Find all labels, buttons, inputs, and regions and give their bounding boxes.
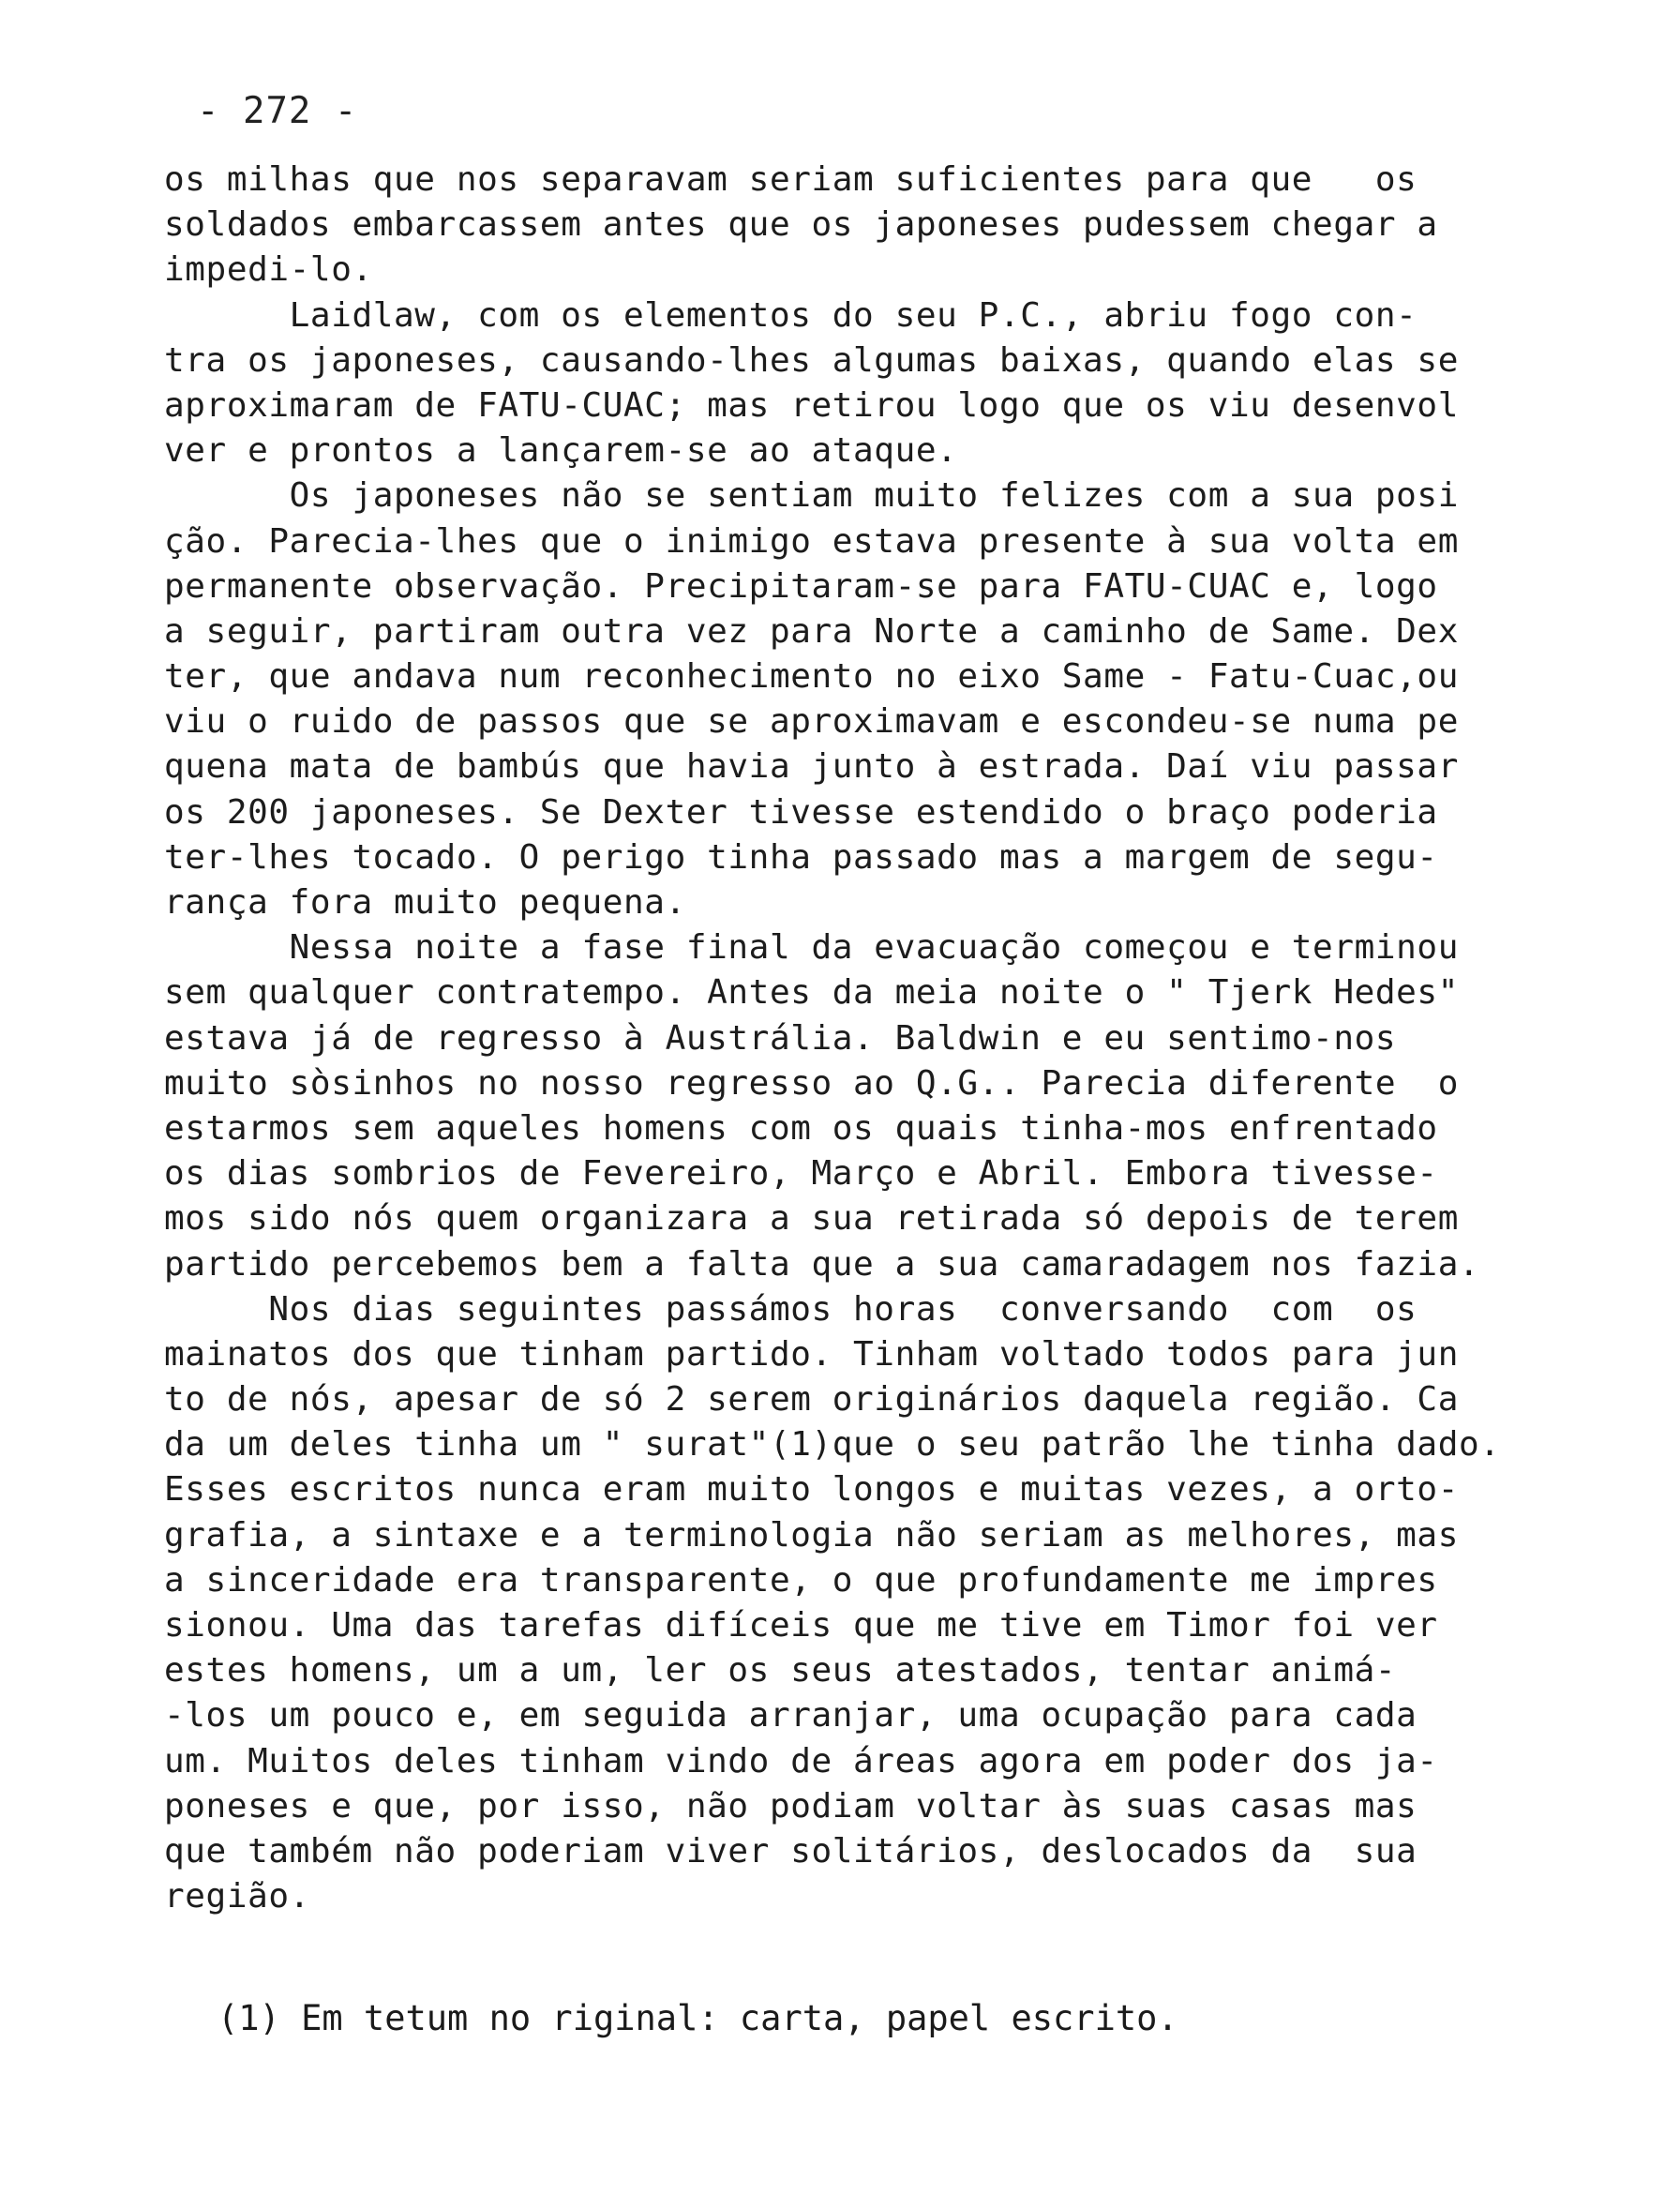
text-line: Nessa noite a fase final da evacuação começou e terminou: [164, 928, 1459, 968]
text-line: Os japoneses não se sentiam muito felizes com a sua posi: [164, 476, 1459, 516]
text-line: mos sido nós quem organizara a sua retirada só depois de terem: [164, 1199, 1459, 1239]
text-line: -los um pouco e, em seguida arranjar, uma ocupação para cada: [164, 1696, 1418, 1736]
text-line: aproximaram de FATU-CUAC; mas retirou logo que os viu desenvol: [164, 385, 1459, 425]
text-line: to de nós, apesar de só 2 serem originários daquela região. Ca: [164, 1380, 1459, 1420]
text-line: soldados embarcassem antes que os japoneses pudessem chegar a: [164, 205, 1438, 245]
text-line: estarmos sem aqueles homens com os quais tinha-mos enfrentado: [164, 1108, 1438, 1148]
text-line: sionou. Uma das tarefas difíceis que me tive em Timor foi ver: [164, 1606, 1438, 1645]
text-line: estes homens, um a um, ler os seus atestados, tentar animá-: [164, 1651, 1397, 1691]
text-line: ter-lhes tocado. O perigo tinha passado mas a margem de segu-: [164, 837, 1438, 877]
text-line: permanente observação. Precipitaram-se para FATU-CUAC e, logo: [164, 566, 1438, 606]
text-line: os dias sombrios de Fevereiro, Março e Abril. Embora tivesse-: [164, 1154, 1438, 1194]
text-line: da um deles tinha um " surat"(1)que o seu patrão lhe tinha dado.: [164, 1425, 1501, 1465]
body-text: [164, 158, 1627, 1919]
text-line: Esses escritos nunca eram muito longos e muitas vezes, a orto-: [164, 1470, 1459, 1510]
text-line: tra os japoneses, causando-lhes algumas baixas, quando elas se: [164, 340, 1459, 380]
text-line: estava já de regresso à Austrália. Baldwin e eu sentimo-nos: [164, 1018, 1397, 1058]
text-line: muito sòsinhos no nosso regresso ao Q.G.. Parecia diferente o: [164, 1063, 1459, 1103]
text-line: poneses e que, por isso, não podiam voltar às suas casas mas: [164, 1786, 1418, 1826]
text-line: os 200 japoneses. Se Dexter tivesse estendido o braço poderia: [164, 792, 1438, 832]
text-line: ter, que andava num reconhecimento no eixo Same - Fatu-Cuac,ou: [164, 657, 1459, 697]
text-line: rança fora muito pequena.: [164, 883, 686, 922]
footnote: (1) Em tetum no riginal: carta, papel escrito.: [218, 1998, 1178, 2038]
text-line: a seguir, partiram outra vez para Norte a caminho de Same. Dex: [164, 611, 1459, 651]
text-line: grafia, a sintaxe e a terminologia não seriam as melhores, mas: [164, 1515, 1459, 1555]
text-line: partido percebemos bem a falta que a sua camaradagem nos fazia.: [164, 1244, 1480, 1284]
text-line: quena mata de bambús que havia junto à estrada. Daí viu passar: [164, 747, 1459, 787]
text-line: região.: [164, 1877, 310, 1916]
text-line: que também não poderiam viver solitários, deslocados da sua: [164, 1831, 1418, 1871]
text-line: Laidlaw, com os elementos do seu P.C., abriu fogo con-: [164, 295, 1418, 335]
text-line: mainatos dos que tinham partido. Tinham voltado todos para jun: [164, 1334, 1459, 1374]
text-line: viu o ruido de passos que se aproximavam e escondeu-se numa pe: [164, 702, 1459, 742]
text-line: um. Muitos deles tinham vindo de áreas agora em poder dos ja-: [164, 1741, 1438, 1781]
text-line: a sinceridade era transparente, o que profundamente me impres: [164, 1560, 1438, 1600]
text-line: os milhas que nos separavam seriam suficientes para que os: [164, 160, 1418, 199]
text-line: sem qualquer contratempo. Antes da meia noite o " Tjerk Hedes": [164, 973, 1459, 1013]
text-line: Nos dias seguintes passámos horas conversando com os: [164, 1289, 1418, 1329]
text-line: ção. Parecia-lhes que o inimigo estava presente à sua volta em: [164, 521, 1459, 561]
text-line: impedi-lo.: [164, 250, 373, 290]
text-line: ver e prontos a lançarem-se ao ataque.: [164, 431, 958, 471]
page-number: - 272 -: [197, 90, 358, 132]
